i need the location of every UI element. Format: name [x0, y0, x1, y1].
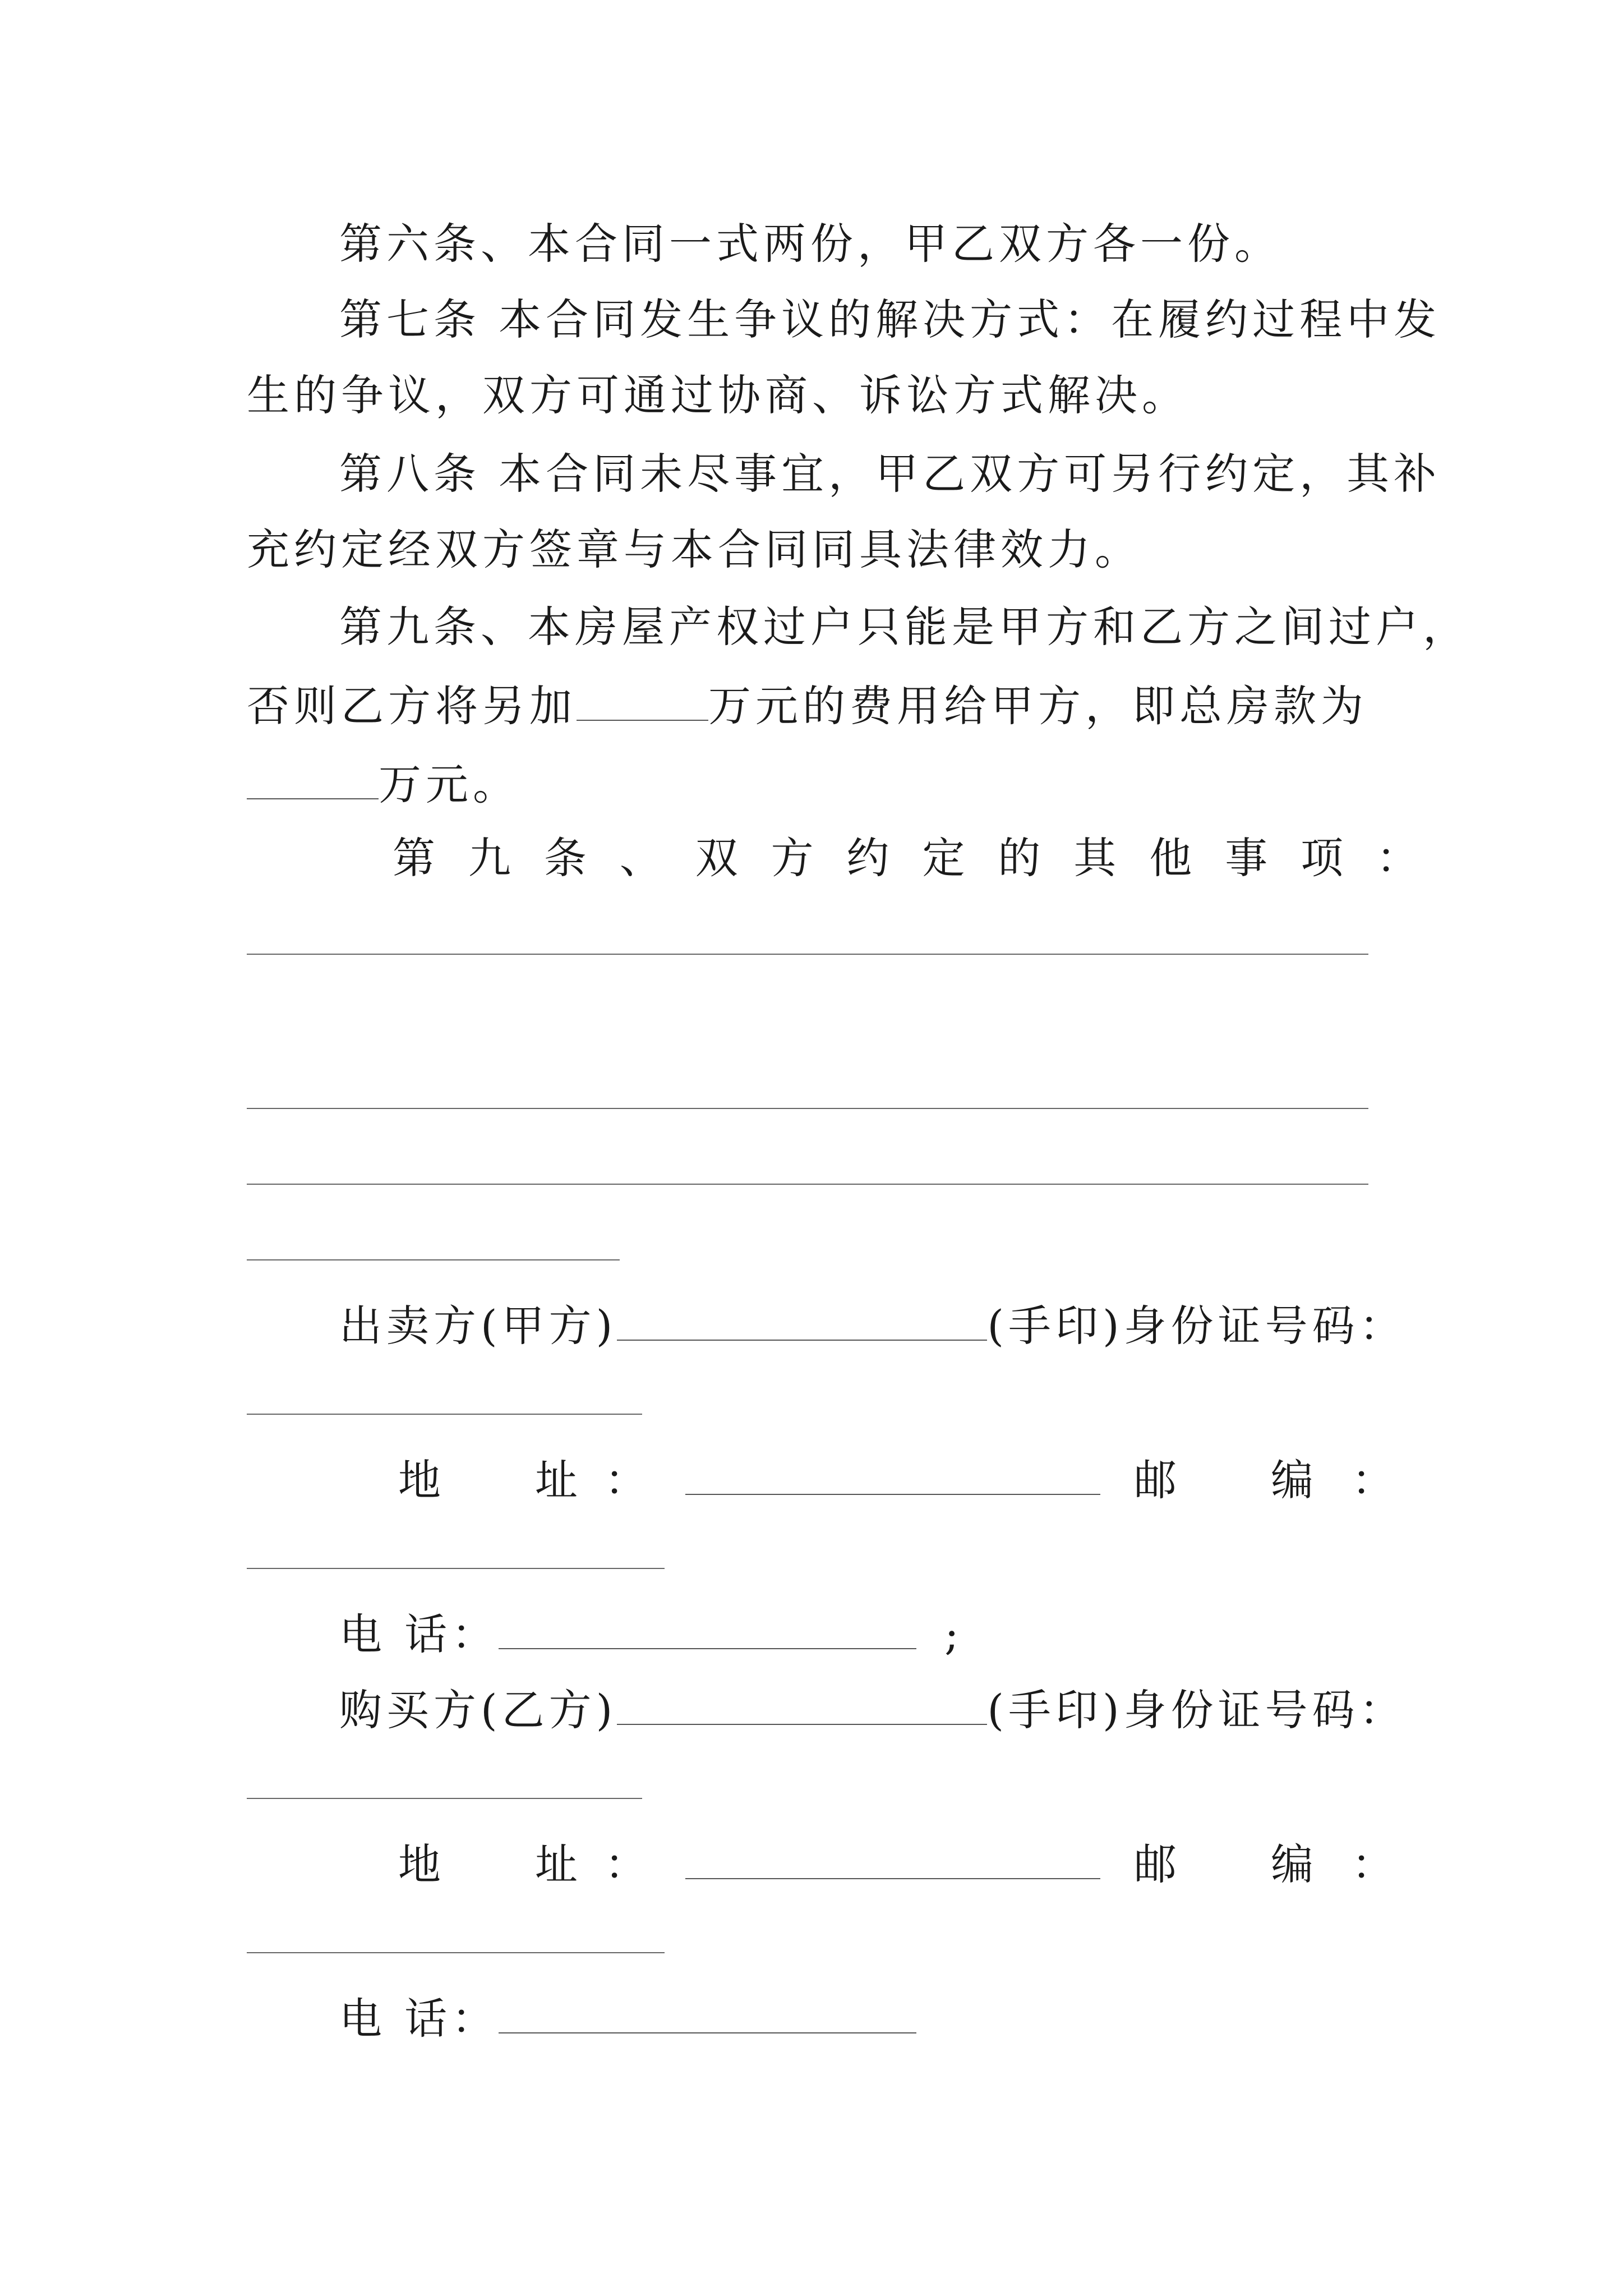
other-matters-line-3[interactable]	[247, 1184, 1368, 1185]
seller-id-blank[interactable]	[247, 1414, 642, 1415]
buyer-address-row	[398, 1834, 1419, 1890]
seller-label: 出卖方(甲方)	[339, 1301, 617, 1351]
buyer-phone-row	[339, 1989, 1391, 2045]
article-7-line-1	[339, 292, 1441, 348]
buyer-address-label-2: 址	[535, 1839, 582, 1889]
seller-postcode-label-2: 编	[1271, 1455, 1318, 1505]
seller-address-colon: ：	[605, 1455, 652, 1505]
article-8-line-2	[247, 522, 1391, 578]
article-9-line-1	[339, 599, 1470, 655]
seller-phone-row	[339, 1604, 1391, 1660]
article-7-text-2: 生的争议，双方可通过协商、诉讼方式解决。	[247, 370, 1189, 420]
article-8-line-1	[339, 446, 1441, 502]
article-9-text-1: 第九条、本房屋产权过户只能是甲方和乙方之间过户，	[339, 602, 1470, 652]
buyer-id-blank[interactable]	[247, 1798, 642, 1799]
buyer-postcode-blank[interactable]	[247, 1952, 665, 1953]
article-6-text: 第六条、本合同一式两份，甲乙双方各一份。	[339, 219, 1281, 269]
buyer-address-label-1: 地	[398, 1839, 445, 1889]
other-matters-line-4[interactable]	[247, 1259, 620, 1260]
buyer-phone-label: 电 话：	[339, 1994, 499, 2044]
article-9-text-3: 万元。	[379, 760, 520, 809]
article-6	[339, 216, 1391, 272]
seller-row	[339, 1296, 1407, 1352]
article-8-text-1: 第八条 本合同未尽事宜，甲乙双方可另行约定，其补	[339, 449, 1441, 499]
article-9-text-2b: 万元的费用给甲方，即总房款为	[708, 681, 1368, 731]
buyer-name-blank[interactable]	[617, 1680, 987, 1725]
other-matters-line-2[interactable]	[247, 1108, 1368, 1109]
article-9-line-3	[247, 754, 1391, 811]
article-7-line-2	[247, 367, 1391, 424]
seller-address-blank[interactable]	[685, 1450, 1100, 1495]
article-9-text-2a: 否则乙方将另加	[247, 681, 577, 731]
seller-address-row	[398, 1450, 1419, 1506]
article-7-text-1: 第七条 本合同发生争议的解决方式：在履约过程中发	[339, 295, 1441, 344]
buyer-postcode-label-1: 邮	[1134, 1839, 1181, 1889]
buyer-label: 购买方(乙方)	[339, 1685, 617, 1735]
seller-postcode-blank[interactable]	[247, 1568, 665, 1569]
seller-phone-end: ;	[944, 1609, 963, 1659]
article-8-text-2: 充约定经双方签章与本合同同具法律效力。	[247, 524, 1142, 574]
buyer-phone-blank[interactable]	[499, 1989, 916, 2033]
other-matters-line-1[interactable]	[247, 954, 1368, 955]
buyer-address-colon: ：	[605, 1839, 652, 1889]
buyer-postcode-colon: ：	[1352, 1839, 1399, 1889]
seller-postcode-label-1: 邮	[1134, 1455, 1181, 1505]
extra-fee-blank[interactable]	[577, 676, 708, 721]
article-9-line-2	[247, 676, 1391, 732]
seller-postcode-colon: ：	[1352, 1455, 1399, 1505]
seller-id-label: (手印)身份证号码：	[987, 1301, 1407, 1351]
seller-address-label-1: 地	[398, 1455, 445, 1505]
seller-name-blank[interactable]	[617, 1296, 987, 1341]
seller-phone-blank[interactable]	[499, 1604, 916, 1649]
other-matters-label: 第九条、双方约定的其他事项：	[393, 833, 1419, 883]
buyer-postcode-label-2: 编	[1271, 1839, 1318, 1889]
buyer-id-label: (手印)身份证号码：	[987, 1685, 1407, 1735]
total-price-blank[interactable]	[247, 754, 379, 799]
seller-address-label-2: 址	[535, 1455, 582, 1505]
buyer-row	[339, 1680, 1407, 1736]
seller-phone-label: 电 话：	[339, 1609, 499, 1659]
buyer-address-blank[interactable]	[685, 1834, 1100, 1879]
